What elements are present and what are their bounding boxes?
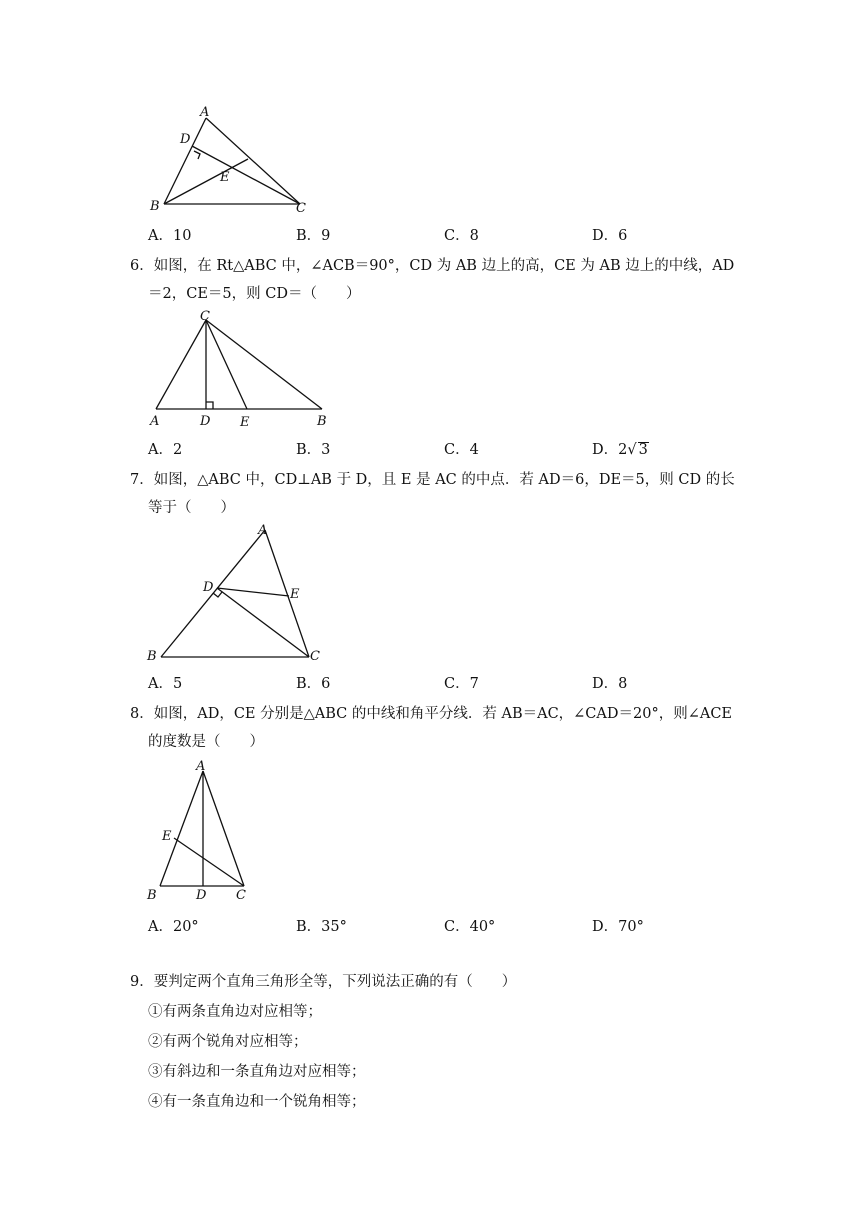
q8-option-a: A．20°	[148, 919, 199, 935]
q7-label-d: D	[203, 580, 214, 595]
q6-label-e: E	[240, 415, 250, 430]
q5-figure	[140, 100, 320, 215]
q8-option-c: C．40°	[444, 919, 496, 935]
q6-option-c: C．4	[444, 442, 479, 458]
q5-option-a: A．10	[148, 228, 192, 244]
q8-stem-line2: 的度数是（ ）	[148, 734, 264, 750]
q6-option-d-radicand: 3	[638, 442, 648, 458]
q9-item-4: ④有一条直角边和一个锐角相等；	[148, 1094, 366, 1110]
q8-option-d: D．70°	[592, 919, 644, 935]
q6-figure	[140, 306, 340, 430]
q9-stem: 9．要判定两个直角三角形全等，下列说法正确的有（ ）	[130, 974, 517, 990]
q6-option-a: A．2	[148, 442, 183, 458]
q7-figure	[140, 518, 340, 668]
q7-option-d: D．8	[592, 676, 628, 692]
q5-label-d: D	[180, 132, 191, 147]
q7-label-e: E	[290, 587, 300, 602]
q5-label-e: E	[220, 170, 230, 185]
q6-option-b: B．3	[296, 442, 331, 458]
q8-figure	[140, 752, 280, 902]
q8-label-d: D	[196, 888, 207, 902]
q7-label-b: B	[147, 649, 157, 664]
q8-label-b: B	[147, 888, 157, 902]
q6-stem-line1: 6．如图，在 Rt△ABC 中，∠ACB＝90°，CD 为 AB 边上的高，CE 为 AB 边上的中线，AD	[130, 258, 735, 274]
q9-item-2: ②有两个锐角对应相等；	[148, 1034, 308, 1050]
q6-stem-line2: ＝2，CE＝5，则 CD＝（ ）	[148, 286, 361, 302]
q5-option-d: D．6	[592, 228, 628, 244]
q9-item-1: ①有两条直角边对应相等；	[148, 1004, 322, 1020]
q6-label-c: C	[200, 309, 210, 324]
q7-label-a: A	[258, 523, 268, 538]
q7-option-b: B．6	[296, 676, 331, 692]
q5-option-b: B．9	[296, 228, 331, 244]
q5-label-a: A	[200, 105, 210, 120]
q6-option-d	[592, 438, 649, 459]
q7-option-a: A．5	[148, 676, 183, 692]
q5-label-b: B	[150, 199, 160, 214]
q5-label-c: C	[296, 201, 306, 215]
q6-label-d: D	[200, 414, 211, 429]
q6-label-b: B	[317, 414, 327, 429]
q6-option-d-prefix: D．2	[592, 442, 628, 458]
q7-option-c: C．7	[444, 676, 479, 692]
q7-label-c: C	[310, 649, 320, 664]
sqrt-icon: √	[627, 442, 637, 458]
q9-item-3: ③有斜边和一条直角边对应相等；	[148, 1064, 366, 1080]
q7-stem-line1: 7．如图，△ABC 中，CD⊥AB 于 D，且 E 是 AC 的中点．若 AD＝6，DE＝5，则 CD 的长	[130, 472, 735, 488]
q7-stem-line2: 等于（ ）	[148, 500, 235, 516]
q8-stem-line1: 8．如图，AD，CE 分别是△ABC 的中线和角平分线．若 AB＝AC，∠CAD＝20°，则∠ACE	[130, 706, 733, 722]
q6-label-a: A	[150, 414, 160, 429]
q5-option-c: C．8	[444, 228, 479, 244]
q8-option-b: B．35°	[296, 919, 347, 935]
q8-label-a: A	[196, 759, 206, 774]
q8-label-c: C	[236, 888, 246, 902]
q8-label-e: E	[162, 829, 172, 844]
